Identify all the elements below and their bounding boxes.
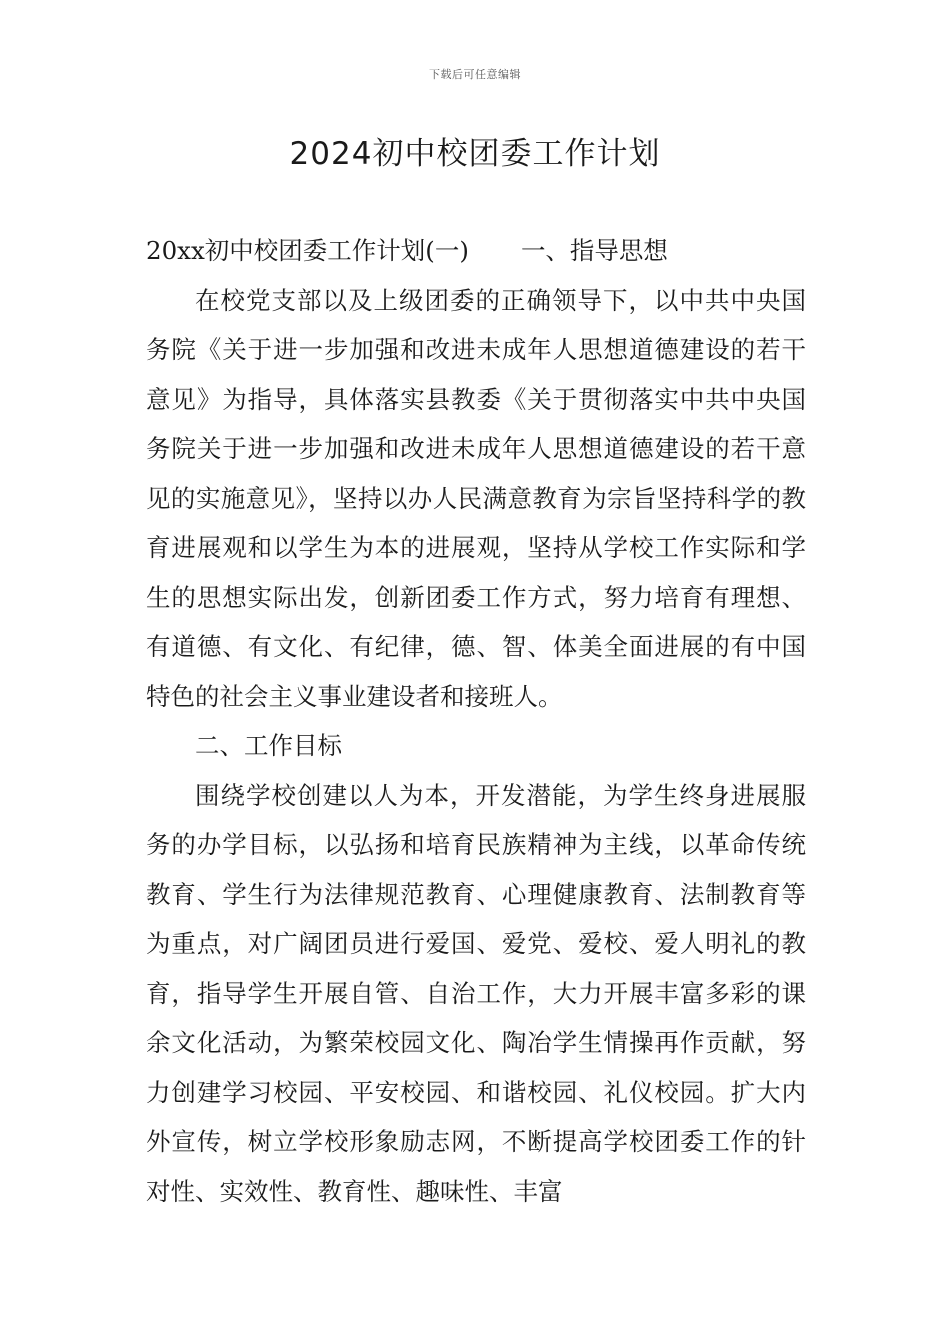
document-body (146, 226, 806, 1216)
section2-heading: 二、工作目标 (195, 731, 342, 760)
section1-heading: 一、指导思想 (520, 236, 668, 265)
document-subtitle: 20xx初中校团委工作计划(一) (146, 236, 469, 265)
page-header-note: 下载后可任意编辑 (429, 68, 521, 81)
section1-paragraph: 在校党支部以及上级团委的正确领导下，以中共中央国务院《关于进一步加强和改进未成年人思想道德建设的若干意见》为指导，具体落实县教委《关于贯彻落实中共中央国务院关于进一步加强和改进未成年人思想道德建设的若干意见的实施意见》，坚持以办人民满意教育为宗旨坚持科学的教育进展观和以学生为本的进展观，坚持从学校工作实际和学生的思想实际出发，创新团委工作方式，努力培育有理想、有道德、有文化、有纪律，德、智、体美全面进展的有中国特色的社会主义事业建设者和接班人。 (146, 285, 806, 711)
document-title: 2024初中校团委工作计划 (289, 136, 661, 172)
section2-paragraph: 围绕学校创建以人为本，开发潜能，为学生终身进展服务的办学目标，以弘扬和培育民族精神为主线，以革命传统教育、学生行为法律规范教育、心理健康教育、法制教育等为重点，对广阔团员进行爱国、爱党、爱校、爱人明礼的教育，指导学生开展自管、自治工作，大力开展丰富多彩的课余文化活动，为繁荣校园文化、陶冶学生情操再作贡献，努力创建学习校园、平安校园、和谐校园、礼仪校园。扩大内外宣传，树立学校形象励志网，不断提高学校团委工作的针对性、实效性、教育性、趣味性、丰富 (146, 780, 806, 1206)
subtitle-line (146, 226, 806, 276)
